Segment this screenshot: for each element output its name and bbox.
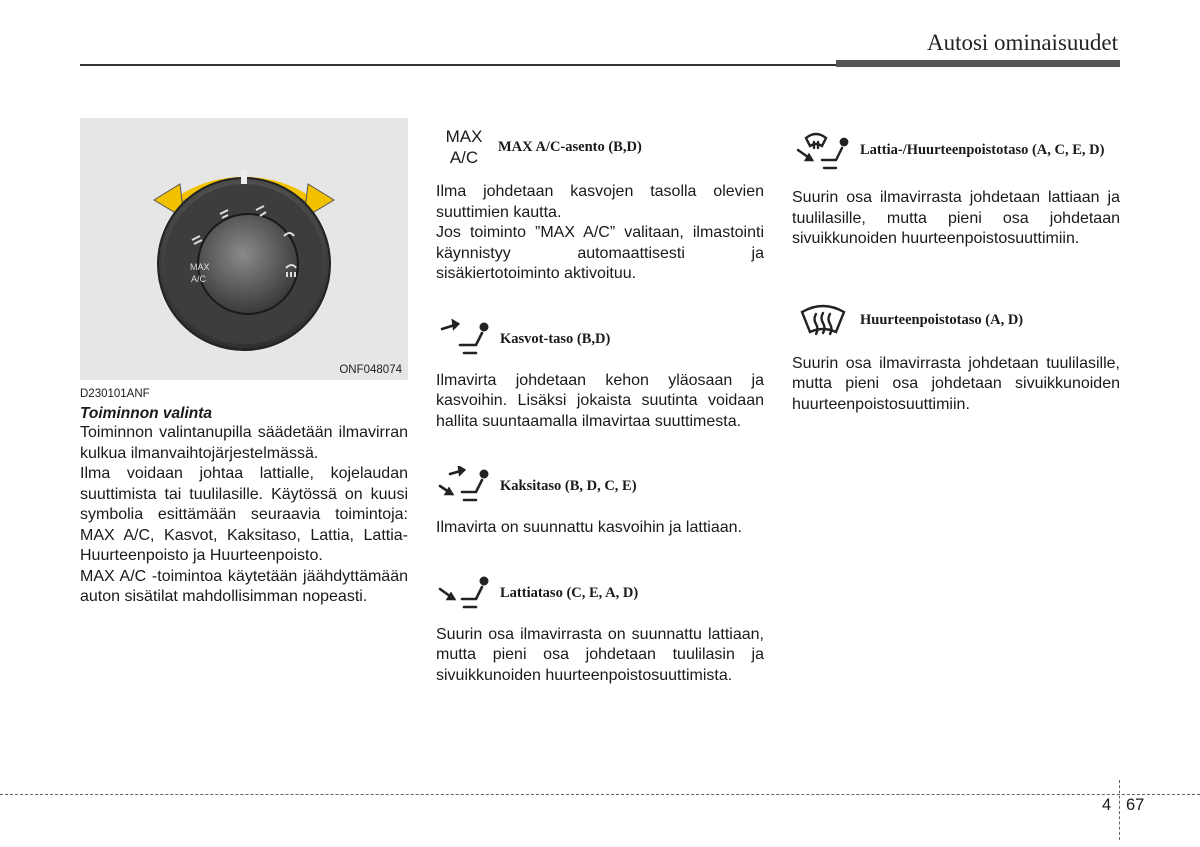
body-paragraph: Toiminnon valintanupilla säädetään ilmavirran kulkua ilmanvaihtojärjestelmässä. xyxy=(80,424,408,462)
mode-defrost xyxy=(792,300,1120,340)
mode-selector-figure xyxy=(80,118,408,380)
max-ac-text-2: Jos toiminto ”MAX A/C” valitaan, ilmastointi käynnistyy automaattisesti ja sisäkiertotoiminto aktivoituu. xyxy=(436,224,764,282)
figure-code: ONF048074 xyxy=(339,364,402,376)
floor-defrost-icon xyxy=(792,130,854,172)
max-ac-heading: MAX A/C-asento (B,D) xyxy=(498,139,642,155)
bilevel-heading: Kaksitaso (B, D, C, E) xyxy=(500,478,637,494)
body-paragraph: MAX A/C -toimintoa käytetään jäähdyttämään auton sisätilat mahdollisimman nopeasti. xyxy=(80,567,408,605)
floor-defrost-heading: Lattia-/Huurteenpoistotaso (A, C, E, D) xyxy=(860,142,1105,158)
reference-code: D230101ANF xyxy=(80,388,150,400)
page-number: 67 xyxy=(1126,796,1145,814)
floor-defrost-text: Suurin osa ilmavirrasta johdetaan lattiaan ja tuulilasille, mutta pieni osa johdetaan sivuikkunoiden huurteenpoistosuuttimiin. xyxy=(792,189,1120,247)
max-ac-text: Ilma johdetaan kasvojen tasolla olevien suuttimien kautta. xyxy=(436,183,764,221)
knob-ac-label: A/C xyxy=(191,274,207,284)
footer-separator xyxy=(1119,780,1120,840)
face-text: Ilmavirta johdetaan kehon yläosaan ja kasvoihin. Lisäksi jokaista suutinta voidaan hallita suuntaamalla ilmavirtaa suuttimesta. xyxy=(436,371,764,430)
max-ac-icon: MAX A/C xyxy=(445,127,483,167)
body-paragraph: Ilma voidaan johtaa lattialle, kojelaudan suuttimista tai tuulilasille. Käytössä on kuusi symbolia esittämään seuraavia toimintoja: MAX A/C, Kasvot, Kaksitaso, Lattia, Lattia-Huurteenpoisto ja Huurteenpoisto. xyxy=(80,465,408,564)
header-rule xyxy=(80,64,838,66)
left-column xyxy=(80,118,408,608)
floor-heading: Lattiataso (C, E, A, D) xyxy=(500,584,639,601)
floor-vent-icon xyxy=(436,573,494,613)
face-vent-icon xyxy=(436,319,494,359)
face-heading: Kasvot-taso (B,D) xyxy=(500,330,611,347)
footer-rule xyxy=(0,794,1200,795)
mode-face xyxy=(436,319,764,359)
defrost-heading: Huurteenpoistotaso (A, D) xyxy=(860,311,1024,328)
bilevel-vent-icon xyxy=(436,466,494,506)
mode-selector-knob-illustration xyxy=(80,118,408,380)
bilevel-text: Ilmavirta on suunnattu kasvoihin ja lattiaan. xyxy=(436,519,742,536)
page-header-title: Autosi ominaisuudet xyxy=(926,30,1118,55)
defrost-text: Suurin osa ilmavirrasta johdetaan tuulilasille, mutta pieni osa johdetaan sivuikkunoiden huurteenpoistosuuttimiin. xyxy=(792,354,1120,413)
mode-floor-defrost xyxy=(792,130,1120,172)
section-subheading: Toiminnon valinta xyxy=(80,405,213,422)
mode-max-ac xyxy=(436,126,764,168)
floor-text: Suurin osa ilmavirrasta on suunnattu lattiaan, mutta pieni osa johdetaan tuulilasin ja sivuikkunoiden huurteenpoistosuuttimista. xyxy=(436,625,764,684)
mode-bilevel xyxy=(436,466,764,506)
right-column xyxy=(792,118,1120,415)
mode-floor xyxy=(436,573,764,613)
defrost-icon xyxy=(792,300,854,340)
section-number: 4 xyxy=(1102,796,1112,814)
knob-max-label: MAX xyxy=(190,262,210,272)
header-rule-accent xyxy=(836,60,1120,67)
middle-column xyxy=(436,118,764,686)
